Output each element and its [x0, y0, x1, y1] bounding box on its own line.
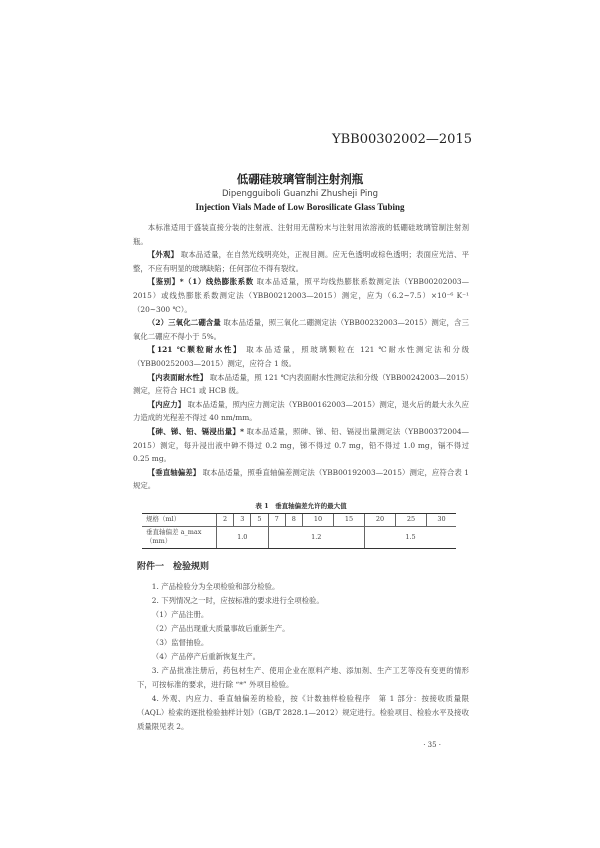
list-item: （3）监督抽验。	[151, 637, 209, 647]
para-text: 取本品适量，照内应力测定法（YBB00162003—2015）测定，退火后的最大永久应力造成的光程差不得过 40 nm/mm。	[133, 399, 469, 423]
table-cell: 1.0	[217, 526, 269, 548]
table-row	[142, 526, 456, 548]
table-cell: 25	[396, 513, 427, 526]
list-item: 1. 产品检验分为全项检验和部分检验。	[151, 581, 280, 591]
para-text: 取本品适量，照 121 ℃内表面耐水性测定法和分级（YBB00242003—2015）测定，应符合 HC1 或 HCB 级。	[133, 372, 469, 396]
standard-number: YBB00302002—2015	[332, 132, 472, 147]
paragraph-appearance	[133, 248, 469, 275]
table-cell: 30	[427, 513, 456, 526]
para-text: 取本品适量，照玻璃颗粒在 121 ℃耐水性测定法和分级（YBB00252003—2015）测定，应符合 1 级。	[133, 345, 469, 368]
paragraph-boron-oxide	[133, 316, 469, 343]
para-label: 【鉴别】*（1）线热膨胀系数	[147, 277, 254, 287]
title-english: Injection Vials Made of Low Borosilicate Glass Tubing	[195, 202, 405, 212]
annex-heading: 附件一 检验规则	[137, 561, 210, 572]
para-text: 取本品适量，照平均线热膨胀系数测定法（YBB00202003—2015）或线热膨胀系数测定法（YBB00212003—2015）测定，应为（6.2~7.5）×10⁻⁶ K⁻¹（20~300 ℃）。	[133, 277, 469, 314]
list-item: 3. 产品批准注册后，药包材生产、使用企业在原料产地、添加剂、生产工艺等没有变更的情形下，可按标准的要求，进行除 “*” 外项目检验。	[137, 665, 469, 689]
para-text: 取本品适量，照砷、锑、铅、镉浸出量测定法（YBB00372004—2015）测定，每升浸出液中砷不得过 0.2 mg，锑不得过 0.7 mg，铅不得过 1.0 mg，镉不得过 0.25 mg。	[133, 426, 469, 464]
list-item: 4. 外观、内应力、垂直轴偏差的检验，按《计数抽样检验程序 第 1 部分：按接收质量限（AQL）检索的逐批检验抽样计划》（GB/T 2828.1—2012）规定进行。检验项目、检验水平及接收质量限见表 2。	[137, 693, 469, 731]
title-chinese: 低硼硅玻璃管制注射剂瓶	[236, 172, 364, 186]
para-text: 取本品适量，照垂直轴偏差测定法（YBB00192003—2015）测定，应符合表 1 规定。	[133, 467, 469, 491]
table-cell: 15	[333, 513, 364, 526]
inspection-rules	[137, 580, 469, 734]
paragraph-internal-stress	[133, 398, 469, 425]
paragraph-inner-surface	[133, 371, 469, 398]
table-cell: 8	[285, 513, 302, 526]
table-cell: 7	[268, 513, 285, 526]
paragraph-identification	[133, 275, 469, 316]
paragraph	[133, 221, 469, 248]
axis-deviation-table	[142, 513, 456, 549]
title-pinyin: Dipengguiboli Guanzhi Zhusheji Ping	[221, 189, 379, 199]
table-cell: 2	[217, 513, 234, 526]
list-item: 2. 下列情况之一时，应按标准的要求进行全项检验。	[151, 595, 324, 605]
para-label: 【垂直轴偏差】	[147, 467, 201, 477]
list-item: （4）产品停产后重新恢复生产。	[151, 651, 260, 661]
table-cell: 10	[302, 513, 333, 526]
table-row	[142, 513, 456, 526]
paragraph-axis-deviation	[133, 466, 469, 493]
paragraph-grain-hydrolytic	[133, 343, 469, 370]
document-content	[133, 221, 469, 770]
paragraph-leaching	[133, 425, 469, 466]
table-cell: 1.2	[268, 526, 364, 548]
table-cell: 5	[251, 513, 268, 526]
para-label: 【外观】	[147, 250, 179, 260]
para-label: 【砷、锑、铅、镉浸出量】*	[147, 426, 244, 436]
list-item: （1）产品注册。	[151, 609, 209, 619]
para-label: （2）三氧化二硼含量	[147, 318, 221, 328]
para-label: 【内应力】	[147, 399, 186, 409]
list-item: （2）产品出现重大质量事故后重新生产。	[151, 623, 290, 633]
para-text: 取本品适量，在自然光线明亮处，正视目测。应无色透明或棕色透明；表面应光洁、平整，不应有明显的玻璃缺陷；任何部位不得有裂纹。	[133, 250, 469, 273]
table-caption: 表 1 垂直轴偏差允许的最大值	[255, 501, 347, 510]
row-label: 规格（ml）	[142, 513, 217, 526]
para-label: 【121 ℃颗粒耐水性】	[147, 345, 243, 355]
table-cell: 3	[234, 513, 251, 526]
para-label: 【内表面耐水性】	[147, 372, 208, 382]
table-cell: 20	[365, 513, 396, 526]
page-number: · 35 ·	[423, 740, 441, 749]
table-cell: 1.5	[365, 526, 457, 548]
row-label: 垂直轴偏差 a_max（mm）	[142, 526, 217, 548]
para-text: 取本品适量，照三氧化二硼测定法（YBB00232003—2015）测定，含三氧化二硼应不得小于 5%。	[133, 318, 469, 341]
para-text: 本标准适用于盛装直接分装的注射液、注射用无菌粉末与注射用浓溶液的低硼硅玻璃管制注射剂瓶。	[133, 223, 469, 246]
body-text	[133, 221, 469, 493]
